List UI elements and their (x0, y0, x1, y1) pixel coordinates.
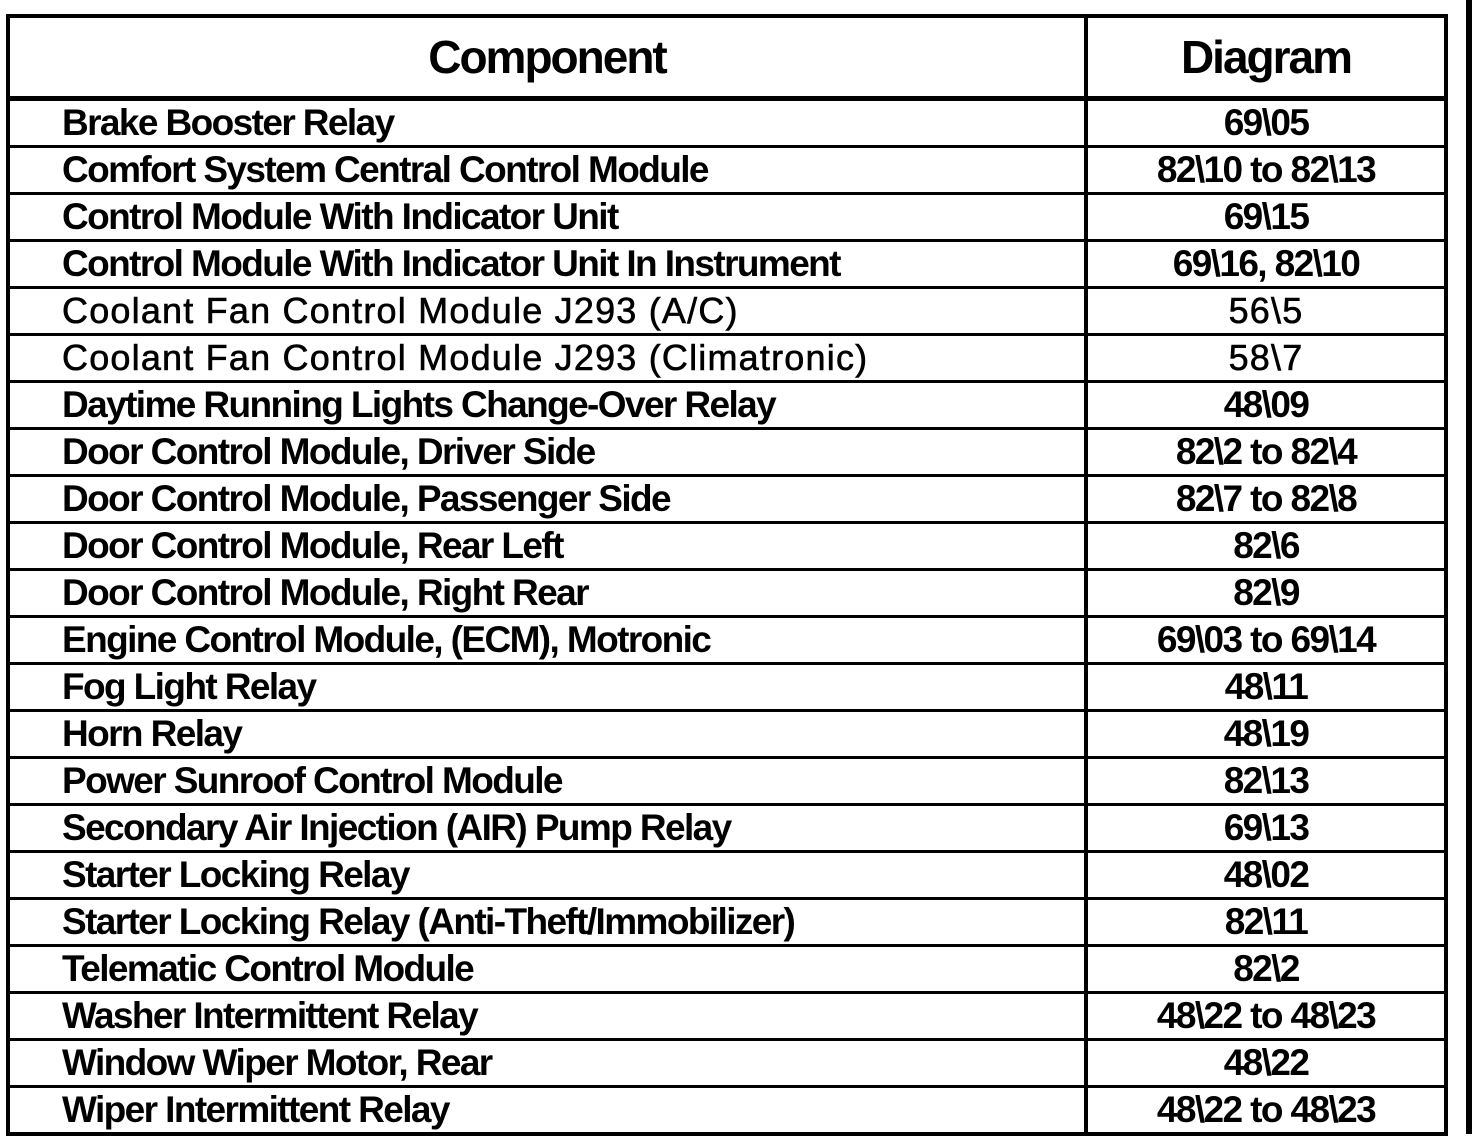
component-cell: Brake Booster Relay (10, 99, 1086, 147)
component-cell: Engine Control Module, (ECM), Motronic (10, 617, 1086, 664)
header-diagram: Diagram (1086, 18, 1444, 99)
diagram-cell: 82\7 to 82\8 (1086, 476, 1444, 523)
diagram-cell: 48\22 to 48\23 (1086, 993, 1444, 1040)
diagram-cell: 58\7 (1086, 335, 1444, 382)
diagram-cell: 82\2 to 82\4 (1086, 429, 1444, 476)
component-cell: Control Module With Indicator Unit (10, 194, 1086, 241)
table-row (10, 288, 1444, 335)
diagram-cell: 82\13 (1086, 758, 1444, 805)
diagram-cell: 69\03 to 69\14 (1086, 617, 1444, 664)
component-cell: Telematic Control Module (10, 946, 1086, 993)
table-row (10, 382, 1444, 429)
table-row (10, 711, 1444, 758)
diagram-cell: 82\9 (1086, 570, 1444, 617)
diagram-cell: 48\09 (1086, 382, 1444, 429)
table-row (10, 664, 1444, 711)
component-cell: Starter Locking Relay (Anti-Theft/Immobilizer) (10, 899, 1086, 946)
diagram-cell: 48\22 to 48\23 (1156, 1089, 1376, 1130)
diagram-cell: 82\11 (1086, 899, 1444, 946)
component-cell: Door Control Module, Passenger Side (10, 476, 1086, 523)
table-row (10, 476, 1444, 523)
component-cell: Starter Locking Relay (10, 852, 1086, 899)
table-row (10, 523, 1444, 570)
diagram-cell: 69\15 (1086, 194, 1444, 241)
component-cell: Coolant Fan Control Module J293 (A/C) (10, 288, 1086, 335)
diagram-cell: 82\10 to 82\13 (1086, 147, 1444, 194)
diagram-cell: 48\19 (1086, 711, 1444, 758)
table-row (10, 1087, 1444, 1133)
component-cell: Control Module With Indicator Unit In Instrument (10, 241, 1086, 288)
table-body (10, 99, 1444, 1133)
table-row (10, 429, 1444, 476)
component-cell: Door Control Module, Driver Side (10, 429, 1086, 476)
table-row (10, 194, 1444, 241)
table-row (10, 147, 1444, 194)
table-row (10, 570, 1444, 617)
table (10, 18, 1444, 1132)
diagram-cell: 48\22 (1086, 1040, 1444, 1087)
page-edge-border (1466, 0, 1472, 1134)
component-cell: Washer Intermittent Relay (10, 993, 1086, 1040)
component-cell: Comfort System Central Control Module (10, 147, 1086, 194)
component-cell: Fog Light Relay (10, 664, 1086, 711)
diagram-cell: 82\6 (1086, 523, 1444, 570)
table-row (10, 946, 1444, 993)
diagram-cell: 69\05 (1086, 99, 1444, 147)
table-row (10, 899, 1444, 946)
component-cell: Wiper Intermittent Relay (10, 1087, 1086, 1133)
diagram-cell: 48\11 (1086, 664, 1444, 711)
diagram-cell: 69\13 (1086, 805, 1444, 852)
component-cell: Daytime Running Lights Change-Over Relay (10, 382, 1086, 429)
diagram-cell: 56\5 (1086, 288, 1444, 335)
component-cell: Coolant Fan Control Module J293 (Climatronic) (10, 335, 1086, 382)
header-row (10, 18, 1444, 99)
component-cell: Door Control Module, Right Rear (10, 570, 1086, 617)
component-cell: Horn Relay (10, 711, 1086, 758)
diagram-cell: 69\16, 82\10 (1086, 241, 1444, 288)
component-cell: Power Sunroof Control Module (10, 758, 1086, 805)
component-cell: Door Control Module, Rear Left (10, 523, 1086, 570)
diagram-cell: 48\02 (1086, 852, 1444, 899)
table-row (10, 758, 1444, 805)
table-row (10, 1040, 1444, 1087)
component-cell: Secondary Air Injection (AIR) Pump Relay (10, 805, 1086, 852)
table-row (10, 99, 1444, 147)
table-row (10, 335, 1444, 382)
diagram-cell: 82\2 (1086, 946, 1444, 993)
component-cell: Window Wiper Motor, Rear (10, 1040, 1086, 1087)
table-row (10, 805, 1444, 852)
table-row (10, 241, 1444, 288)
table-row (10, 993, 1444, 1040)
header-component: Component (10, 18, 1086, 99)
component-diagram-table (6, 14, 1448, 1136)
table-row (10, 617, 1444, 664)
table-row (10, 852, 1444, 899)
